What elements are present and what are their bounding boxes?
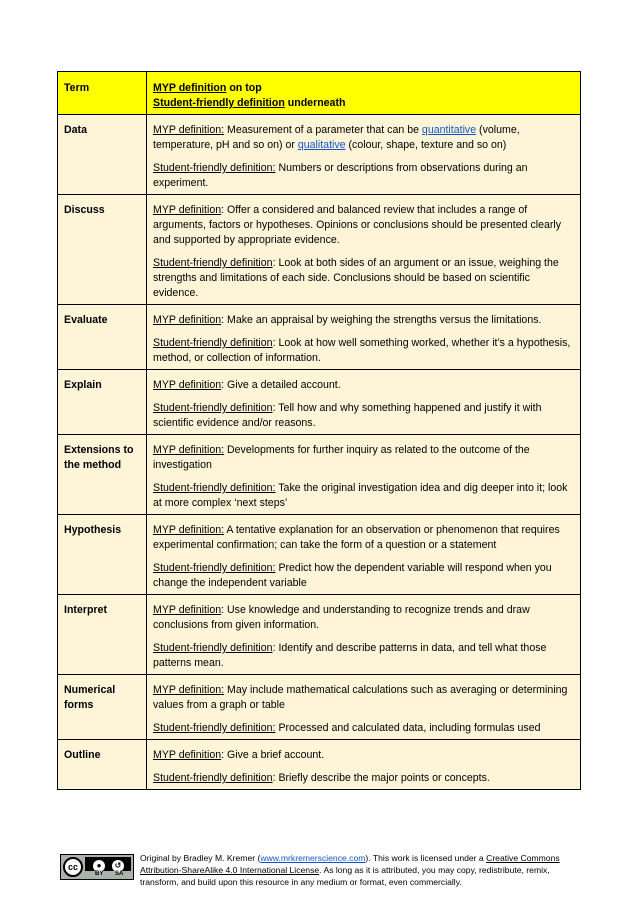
student-definition <box>153 256 574 301</box>
definition-cell <box>147 595 581 675</box>
myp-definition <box>153 683 574 713</box>
table-row <box>58 370 581 435</box>
glossary-table <box>57 71 581 790</box>
license-link[interactable]: Creative Commons Attribution-ShareAlike 4.0 International License <box>140 853 560 875</box>
header-student-definition: Student-friendly definition <box>153 97 285 109</box>
myp-definition-text: (volume, temperature, pH and so on) or <box>153 124 520 151</box>
student-definition <box>153 561 574 591</box>
qualitative-link[interactable]: qualitative <box>297 139 346 151</box>
student-definition-label: Student-friendly definition: <box>153 722 276 734</box>
table-row <box>58 195 581 305</box>
term-cell <box>58 195 147 305</box>
table-row <box>58 595 581 675</box>
student-definition-label: Student-friendly definition <box>153 257 273 269</box>
table-row <box>58 305 581 370</box>
myp-definition-label: MYP definition <box>153 749 222 761</box>
student-definition <box>153 161 574 191</box>
student-definition-text: Processed and calculated data, including formulas used <box>275 722 541 734</box>
myp-definition-text: Developments for further inquiry as related to the outcome of the investigation <box>153 444 530 471</box>
cc-by-sa-badge[interactable] <box>60 854 134 880</box>
definition-cell <box>147 435 581 515</box>
myp-definition <box>153 123 574 153</box>
table-row <box>58 740 581 790</box>
myp-definition-text: : Give a brief account. <box>221 749 325 761</box>
credit-text-1: Original by Bradley M. Kremer ( <box>140 853 261 863</box>
myp-definition-label: MYP definition <box>153 604 222 616</box>
myp-definition-label: MYP definition <box>153 204 222 216</box>
term-cell <box>58 370 147 435</box>
definition-cell <box>147 115 581 195</box>
table-row <box>58 515 581 595</box>
myp-definition-label: MYP definition: <box>153 124 225 136</box>
myp-definition <box>153 748 574 763</box>
myp-definition-text: : Offer a considered and balanced review that includes a range of arguments, factors or hypotheses. Opinions or conclusions should be presented clearly and supported by appropriate evidence. <box>153 204 562 246</box>
badge-sa-label: SA <box>115 871 124 877</box>
term-cell <box>58 595 147 675</box>
header-term-cell <box>58 72 147 115</box>
student-definition-label: Student-friendly definition <box>153 402 273 414</box>
header-myp-definition: MYP definition <box>153 82 227 94</box>
badge-by-label: BY <box>95 871 104 877</box>
term-cell <box>58 675 147 740</box>
credit-text-3: . As long as it is attributed, you may copy, redistribute, remix, transform, and build upon this resource in any medium or format, even commercially. <box>140 865 550 887</box>
myp-definition-label: MYP definition <box>153 379 222 391</box>
table-row <box>58 115 581 195</box>
term-cell <box>58 740 147 790</box>
myp-definition-text: (colour, shape, texture and so on) <box>345 139 507 151</box>
student-definition <box>153 401 574 431</box>
student-definition-label: Student-friendly definition <box>153 772 273 784</box>
student-definition-label: Student-friendly definition: <box>153 482 276 494</box>
header-on-top: on top <box>226 82 262 94</box>
definition-cell <box>147 305 581 370</box>
student-definition-text: : Look at both sides of an argument or an issue, weighing the strengths and limitations of each side. Conclusions should be based on scientific evidence. <box>153 257 559 299</box>
student-definition-text: : Briefly describe the major points or concepts. <box>272 772 490 784</box>
myp-definition-label: MYP definition: <box>153 684 225 696</box>
myp-definition-text: : Make an appraisal by weighing the strengths versus the limitations. <box>221 314 542 326</box>
cc-icon: cc <box>63 857 83 877</box>
student-definition <box>153 641 574 671</box>
header-underneath: underneath <box>284 97 346 109</box>
student-definition <box>153 771 574 786</box>
credit-text-2: ). This work is licensed under a <box>365 853 487 863</box>
term-name: Explain <box>64 379 102 391</box>
term-cell <box>58 435 147 515</box>
definition-cell <box>147 740 581 790</box>
term-cell <box>58 305 147 370</box>
student-definition <box>153 721 574 736</box>
definition-cell <box>147 370 581 435</box>
myp-definition-text: : Use knowledge and understanding to recognize trends and draw conclusions from given information. <box>153 604 530 631</box>
term-name: Extensions to the method <box>64 444 134 471</box>
student-definition-label: Student-friendly definition: <box>153 562 276 574</box>
myp-definition <box>153 443 574 473</box>
myp-definition <box>153 603 574 633</box>
table-header-row <box>58 72 581 115</box>
license-footer <box>57 852 582 892</box>
quantitative-link[interactable]: quantitative <box>421 124 477 136</box>
glossary-rows <box>58 115 581 790</box>
attribution-person-icon: ● <box>93 860 105 872</box>
definition-cell <box>147 675 581 740</box>
table-row <box>58 435 581 515</box>
student-definition-text: Predict how the dependent variable will respond when you change the independent variable <box>153 562 552 589</box>
term-cell <box>58 115 147 195</box>
myp-definition-text: May include mathematical calculations such as averaging or determining values from a graph or table <box>153 684 568 711</box>
header-term: Term <box>64 82 90 94</box>
definition-cell <box>147 195 581 305</box>
share-alike-icon: ↺ <box>112 860 124 872</box>
myp-definition <box>153 523 574 553</box>
badge-black-band <box>85 857 131 871</box>
student-definition-text: : Tell how and why something happened and justify it with scientific evidence and/or reasons. <box>153 402 542 429</box>
myp-definition-text: Measurement of a parameter that can be <box>224 124 422 136</box>
definition-cell <box>147 515 581 595</box>
term-name: Evaluate <box>64 314 108 326</box>
myp-definition <box>153 313 574 328</box>
myp-definition-label: MYP definition <box>153 314 222 326</box>
term-name: Numerical forms <box>64 684 116 711</box>
table-row <box>58 675 581 740</box>
student-definition-label: Student-friendly definition: <box>153 162 276 174</box>
myp-definition-text: A tentative explanation for an observation or phenomenon that requires experimental confirmation; can take the form of a question or a statement <box>153 524 560 551</box>
myp-definition <box>153 378 574 393</box>
header-definition-cell <box>147 72 581 115</box>
student-definition-text: Numbers or descriptions from observations during an experiment. <box>153 162 528 189</box>
term-name: Interpret <box>64 604 107 616</box>
myp-definition-text: : Give a detailed account. <box>221 379 341 391</box>
student-definition-label: Student-friendly definition <box>153 642 273 654</box>
myp-definition-label: MYP definition: <box>153 444 225 456</box>
student-definition-label: Student-friendly definition <box>153 337 273 349</box>
license-credit-text <box>140 852 582 888</box>
term-name: Hypothesis <box>64 524 122 536</box>
student-definition-text: Take the original investigation idea and dig deeper into it; look at more complex ‘next steps’ <box>153 482 568 509</box>
student-definition <box>153 481 574 511</box>
student-definition-text: : Identify and describe patterns in data, and tell what those patterns mean. <box>153 642 547 669</box>
student-definition-text: : Look at how well something worked, whether it’s a hypothesis, method, or collection of information. <box>153 337 571 364</box>
site-link[interactable]: www.mrkremerscience.com <box>260 853 366 863</box>
term-name: Outline <box>64 749 101 761</box>
term-name: Data <box>64 124 87 136</box>
myp-definition-label: MYP definition: <box>153 524 225 536</box>
student-definition <box>153 336 574 366</box>
myp-definition <box>153 203 574 248</box>
term-name: Discuss <box>64 204 105 216</box>
term-cell <box>58 515 147 595</box>
